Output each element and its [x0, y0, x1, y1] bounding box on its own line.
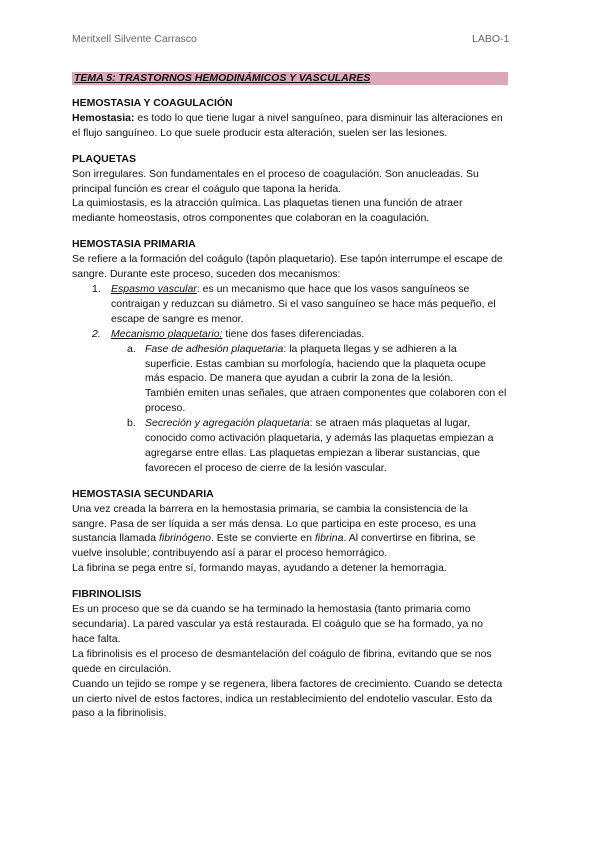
text-run: es todo lo que tiene lugar a nivel sanguíneo, para disminuir las alteraciones en [134, 111, 503, 124]
paragraph-line: quede en circulación. [72, 662, 172, 675]
sub-list-item [72, 342, 532, 417]
paragraph-line: proceso. [145, 402, 186, 415]
list-number: 2. [92, 327, 101, 340]
paragraph-line: sangre. Pasa de ser líquida a ser más densa. Lo que participa en este proceso, es una [72, 517, 476, 530]
paragraph-line: hace falta. [72, 632, 121, 645]
paragraph-line: contraigan y reduzcan su diámetro. Si el vaso sanguíneo se hace más pequeño, el [111, 297, 496, 310]
list-item [72, 327, 532, 342]
paragraph-line: más espacio. De manera que ayudan a cubrir la zona de la lesión. [145, 372, 454, 385]
term-italic: fibrinógeno [158, 532, 211, 545]
text-run: tiene dos fases diferenciadas. [222, 327, 365, 340]
paragraph-line [72, 111, 532, 126]
header-author: Meritxell Silvente Carrasco [72, 33, 197, 45]
term-italic: Espasmo vascular [111, 282, 197, 295]
section-heading: PLAQUETAS [72, 152, 136, 165]
section-secundaria [72, 487, 532, 576]
list-letter: b. [127, 417, 136, 430]
list-number: 1. [92, 282, 101, 295]
term-italic: Secreción y agregación plaquetaria [145, 417, 310, 430]
paragraph-line: Se refiere a la formación del coágulo (tapón plaquetario). Ese tapón interrumpe el escape de [72, 253, 503, 266]
term-bold: Hemostasia: [72, 111, 135, 124]
paragraph-line: mediante homeostasis, otros componentes que colaboran en la coagulación. [72, 212, 430, 225]
paragraph-line: secundaria). La pared vascular ya está restaurada. El coágulo que se ha formado, ya no [72, 618, 483, 630]
section-heading: HEMOSTASIA SECUNDARIA [72, 487, 214, 500]
text-run: : la plaqueta llegas y se adhieren a la [283, 342, 457, 355]
paragraph-line: conocido como activación plaquetaria, y además las plaquetas empiezan a [145, 432, 494, 445]
text-run: . Al convertirse en fibrina, se [343, 532, 476, 545]
sub-list-item [72, 416, 532, 476]
paragraph-line: agregarse entre ellas. Las plaquetas empiezan a liberar sustancias, que [145, 446, 481, 459]
paragraph-line: Son irregulares. Son fundamentales en el proceso de coagulación. Son anucleadas. Su [72, 167, 479, 180]
paragraph-line: escape de sangre es menor. [111, 312, 244, 325]
paragraph-line: Una vez creada la barrera en la hemostasia primaria, se cambia la consistencia de la [72, 502, 468, 515]
document-body [72, 96, 532, 732]
paragraph-line: La fibrinolisis es el proceso de desmantelación del coágulo de fibrina, evitando que se nos [72, 647, 492, 660]
text-run: : es un mecanismo que hace que los vasos sanguíneos se [196, 282, 470, 295]
paragraph-line: superficie. Estas cambian su morfología, haciendo que la plaqueta ocupe [145, 357, 486, 370]
paragraph-line: Cuando un tejido se rompe y se regenera, libera factores de crecimiento. Cuando se detecta [72, 677, 503, 690]
section-heading: HEMOSTASIA Y COAGULACIÓN [72, 97, 233, 109]
term-italic: Mecanismo plaquetario: [111, 327, 223, 340]
section-heading: FIBRINOLISIS [72, 588, 142, 601]
text-run: . Este se convierte en [210, 532, 315, 545]
section-plaquetas [72, 152, 532, 227]
text-run: : se atraen más plaquetas al lugar, [309, 417, 471, 430]
paragraph-line: el flujo sanguíneo. Lo que suele producir esta alteración, suelen ser las lesiones. [72, 126, 448, 139]
term-italic: fibrina [314, 532, 344, 545]
paragraph-line: favorecen el proceso de cierre de la lesión vascular. [145, 461, 387, 474]
paragraph-line: vuelve insoluble; contribuyendo así a parar el proceso hemorrágico. [72, 547, 388, 560]
term-italic: Fase de adhesión plaquetaria [145, 342, 284, 355]
text-run: sustancia llamada [72, 532, 159, 545]
section-fibrinolisis [72, 587, 532, 721]
paragraph-line: La quimiostasis, es la atracción química. Las plaquetas tienen una función de atraer [72, 197, 463, 210]
paragraph-line: La fibrina se pega entre sí, formando mayas, ayudando a detener la hemorragia. [72, 562, 447, 575]
paragraph-line: un cierto nivel de estos factores, indica un restablecimiento del endotelio vascular. Esto da [72, 692, 493, 705]
header-label: LABO-1 [472, 33, 510, 45]
section-hemostasia [72, 96, 532, 141]
section-heading: HEMOSTASIA PRIMARIA [72, 238, 196, 251]
paragraph-line: Es un proceso que se da cuando se ha terminado la hemostasia (tanto primaria como [72, 603, 471, 616]
paragraph-line: principal función es crear el coágulo que tapona la herida. [72, 182, 342, 195]
paragraph-line [72, 531, 532, 546]
list-item [72, 282, 532, 327]
paragraph-line: paso a la fibrinolisis. [72, 707, 167, 720]
page-title: TEMA 5: TRASTORNOS HEMODINÁMICOS Y VASCULARES [74, 72, 371, 84]
paragraph-line: También emiten unas señales, que atraen componentes que colaboren con el [145, 387, 507, 400]
section-primaria [72, 237, 532, 476]
list-letter: a. [127, 342, 136, 355]
paragraph-line: sangre. Durante este proceso, suceden dos mecanismos: [72, 268, 341, 281]
